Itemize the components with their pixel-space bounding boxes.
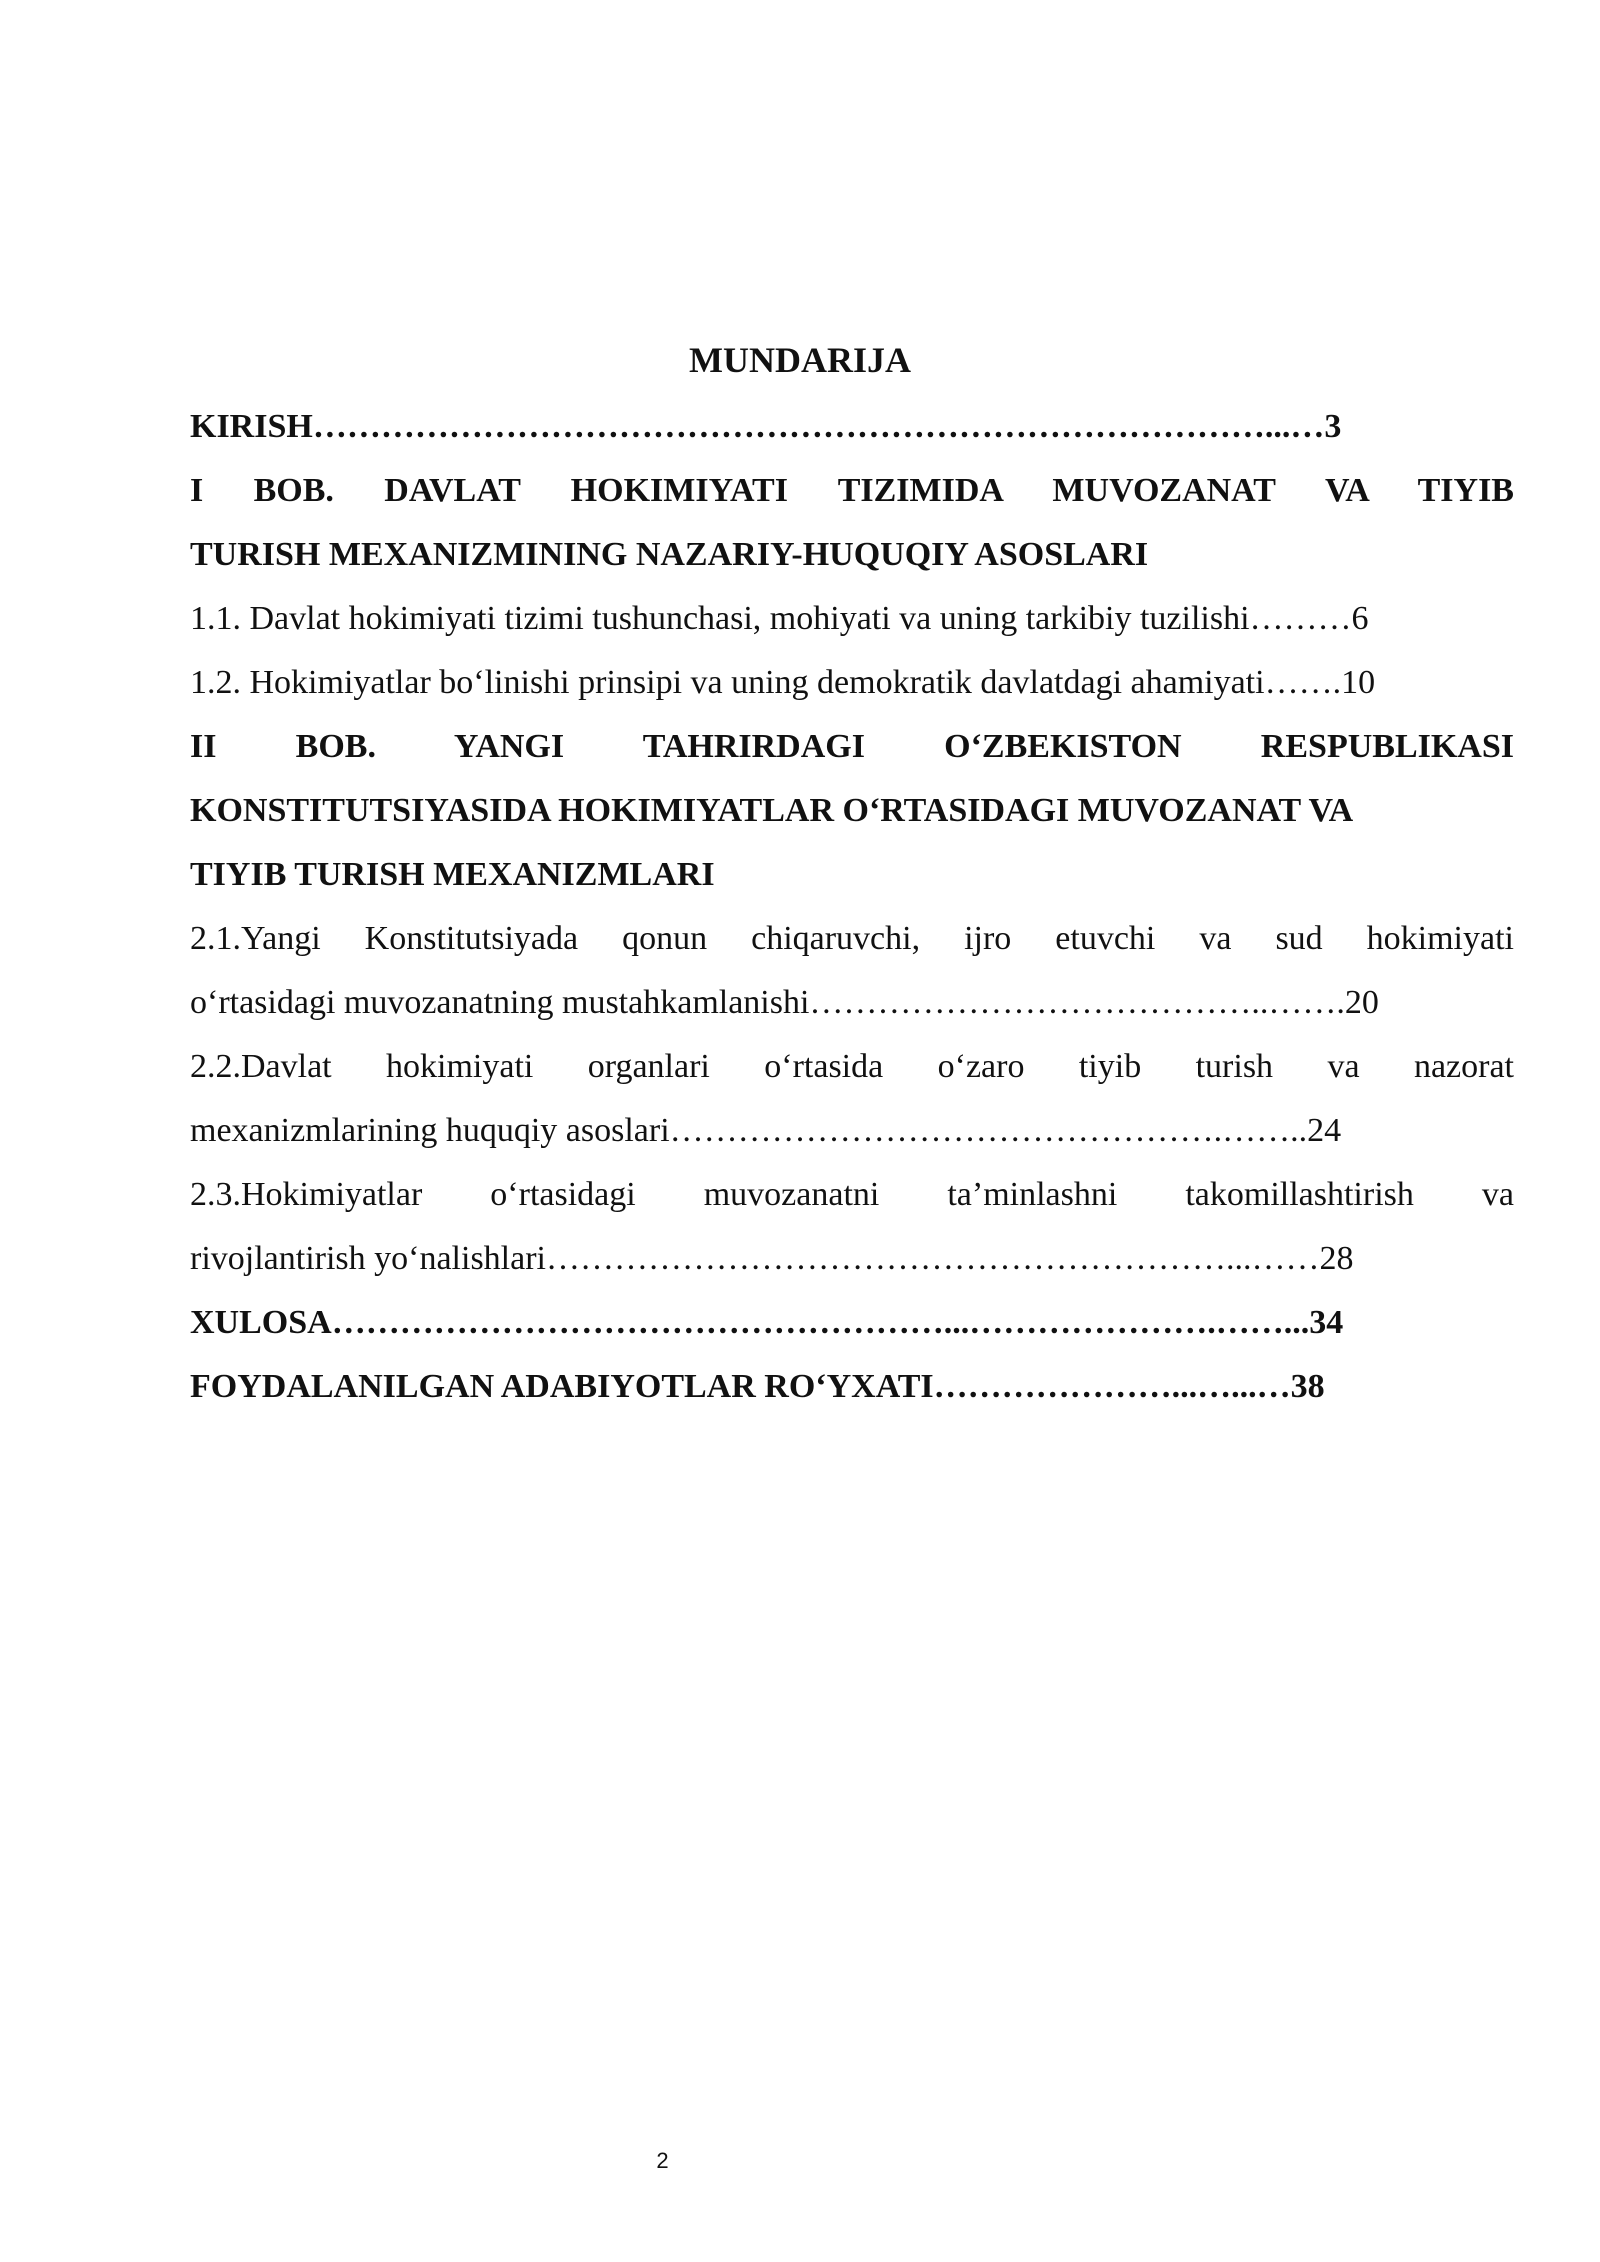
toc-section-1-1: 1.1. Davlat hokimiyati tizimi tushunchasi, mohiyati va uning tarkibiy tuzilishi………6 <box>190 600 1369 637</box>
toc-chapter-1-line-2: TURISH MEXANIZMINING NAZARIY-HUQUQIY ASOSLARI <box>190 536 1149 573</box>
toc-section-2-2-line-1: 2.2.Davlat hokimiyati organlari o‘rtasida o‘zaro tiyib turish va nazorat <box>190 1048 1514 1085</box>
toc-chapter-2-line-1: II BOB. YANGI TAHRIRDAGI O‘ZBEKISTON RESPUBLIKASI <box>190 728 1514 765</box>
toc-section-2-1-line-1: 2.1.Yangi Konstitutsiyada qonun chiqaruvchi, ijro etuvchi va sud hokimiyati <box>190 920 1514 957</box>
toc-chapter-1-line-1: I BOB. DAVLAT HOKIMIYATI TIZIMIDA MUVOZANAT VA TIYIB <box>190 472 1514 509</box>
toc-chapter-2-line-2: KONSTITUTSIYASIDA HOKIMIYATLAR O‘RTASIDAGI MUVOZANAT VA <box>190 792 1354 829</box>
page-number: 2 <box>656 2148 669 2173</box>
page-title: MUNDARIJA <box>689 340 911 380</box>
toc-entry-xulosa: XULOSA………………………………………………...………………….……...34 <box>190 1304 1344 1341</box>
toc-entry-adabiyotlar: FOYDALANILGAN ADABIYOTLAR RO‘YXATI…………………...…...…38 <box>190 1368 1325 1405</box>
toc-entry-kirish: KIRISH…………………………………………………………………………...…3 <box>190 408 1342 445</box>
toc-section-2-3-line-2: rivojlantirish yo‘nalishlari……………………………………………………...……28 <box>190 1240 1354 1277</box>
toc-section-2-2-line-2: mexanizmlarining huquqiy asoslari………………………………………….……..24 <box>190 1112 1342 1149</box>
toc-section-1-2: 1.2. Hokimiyatlar bo‘linishi prinsipi va uning demokratik davlatdagi ahamiyati…….10 <box>190 664 1376 701</box>
toc-chapter-2-line-3: TIYIB TURISH MEXANIZMLARI <box>190 856 715 893</box>
toc-section-2-1-line-2: o‘rtasidagi muvozanatning mustahkamlanishi…………………………………..…….20 <box>190 984 1379 1021</box>
toc-section-2-3-line-1: 2.3.Hokimiyatlar o‘rtasidagi muvozanatni ta’minlashni takomillashtirish va <box>190 1176 1514 1213</box>
